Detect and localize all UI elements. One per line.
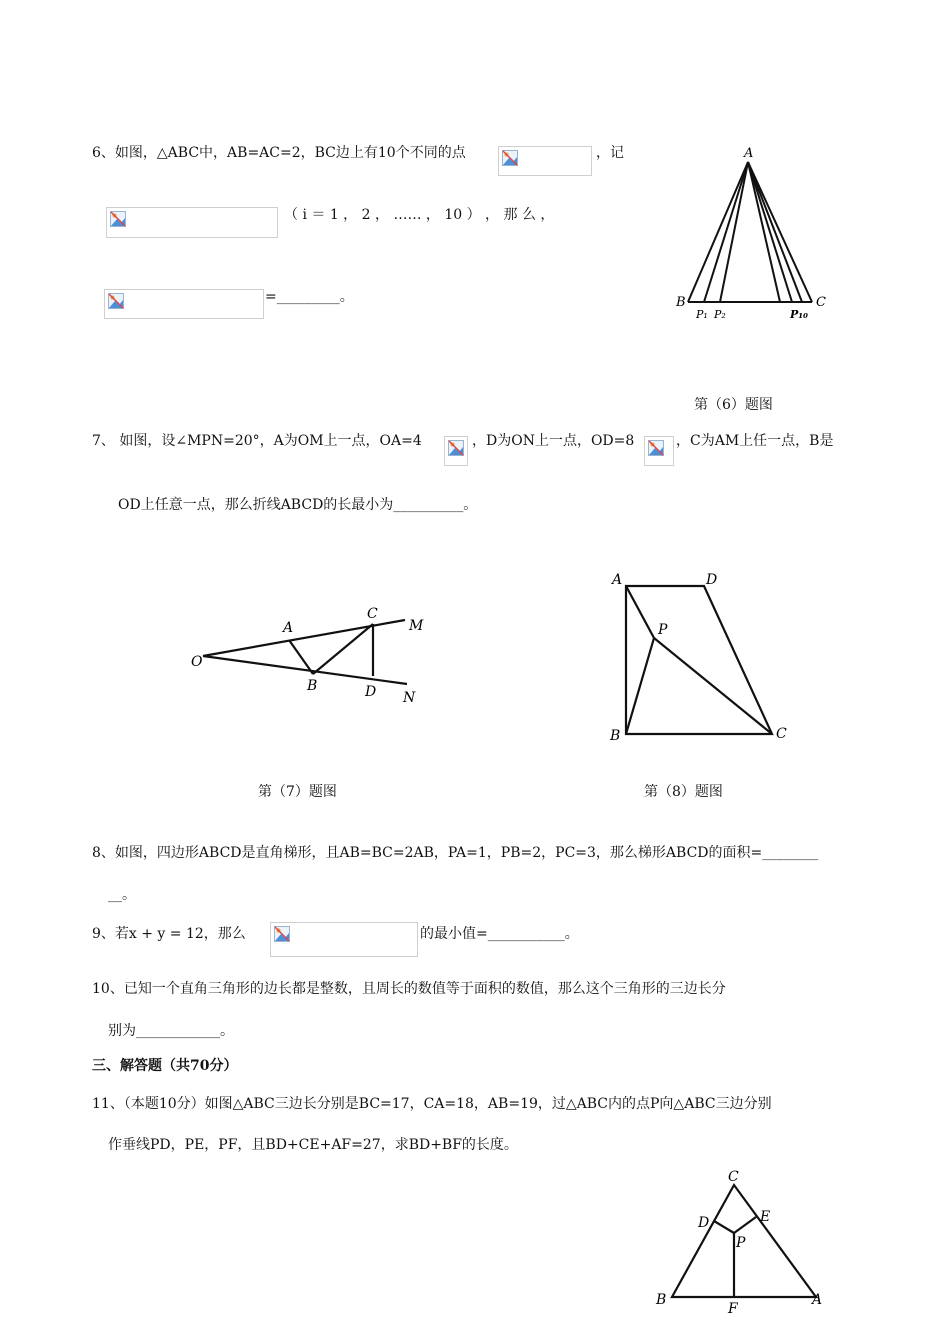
q6-label-P1: P₁ <box>696 308 708 321</box>
q9-formula-image <box>270 922 418 957</box>
q7-label-D: D <box>365 684 377 700</box>
q6-formula-image-3 <box>104 289 264 319</box>
q6-label-C: C <box>816 295 826 310</box>
broken-image-icon <box>108 293 124 309</box>
q7-line2-text: OD上任意一点，那么折线ABCD的长最小为__________。 <box>118 497 478 513</box>
q6-figure <box>668 140 838 325</box>
q8-label-P: P <box>658 622 668 638</box>
q11-label-B: B <box>656 1292 667 1308</box>
q7-label-O: O <box>191 654 203 670</box>
broken-image-icon <box>274 926 290 942</box>
broken-image-icon <box>502 150 518 166</box>
broken-image-icon <box>648 440 664 456</box>
q8-label-D: D <box>706 572 718 588</box>
q7-label-N: N <box>403 690 416 706</box>
q6-label-A: A <box>744 146 754 161</box>
q7-figure <box>185 600 435 710</box>
q6-line1-text: 6、如图，△ABC中，AB=AC=2，BC边上有10个不同的点 <box>92 145 466 161</box>
q9-text-start: 9、若x + y = 12，那么 <box>92 926 246 942</box>
q8-label-C: C <box>776 726 787 742</box>
q7-label-C: C <box>367 606 378 622</box>
broken-image-icon <box>448 440 464 456</box>
q8-line1-text: 8、如图，四边形ABCD是直角梯形，且AB=BC=2AB，PA=1，PB=2，PC=3，那么梯形ABCD的面积=________ <box>92 845 819 861</box>
q11-label-E: E <box>760 1209 771 1225</box>
q7-formula-image-2 <box>644 436 674 466</box>
q6-label-P2: P₂ <box>714 308 726 321</box>
q6-formula-image-1 <box>498 146 592 176</box>
q7-label-A: A <box>283 620 294 636</box>
q6-formula-image-2 <box>106 207 278 238</box>
q6-line1-end: ，记 <box>596 145 624 161</box>
q6-caption: 第（6）题图 <box>694 397 773 413</box>
q8-label-B: B <box>610 728 621 744</box>
q7-line1-end: ，C为AM上任一点，B是 <box>676 433 834 449</box>
q8-label-A: A <box>612 572 623 588</box>
q7-caption: 第（7）题图 <box>258 784 337 800</box>
q11-label-P: P <box>736 1235 746 1251</box>
q7-formula-image-1 <box>444 436 468 466</box>
q6-line3-text: =_________。 <box>265 289 354 305</box>
q11-figure <box>650 1165 830 1317</box>
q10-line2-text: 别为____________。 <box>108 1023 234 1039</box>
q7-line1-mid: ，D为ON上一点，OD=8 <box>472 433 635 449</box>
q11-label-A: A <box>812 1292 823 1308</box>
q11-label-D: D <box>698 1215 710 1231</box>
q11-line2-text: 作垂线PD，PE，PF，且BD+CE+AF=27，求BD+BF的长度。 <box>108 1137 518 1153</box>
q8-figure <box>600 568 800 748</box>
q11-label-C: C <box>728 1169 739 1185</box>
q8-caption: 第（8）题图 <box>644 784 723 800</box>
q6-label-P10: P₁₀ <box>790 308 808 321</box>
q7-label-B: B <box>307 678 318 694</box>
q9-text-end: 的最小值=___________。 <box>420 926 579 942</box>
section3-title: 三、解答题（共70分） <box>92 1058 238 1074</box>
q10-line1-text: 10、已知一个直角三角形的边长都是整数，且周长的数值等于面积的数值，那么这个三角形的三边长分 <box>92 981 726 997</box>
q6-line2-text: （ i ＝ 1 ， 2 ， …… ， 10 ） ， 那 么 ， <box>284 207 555 223</box>
q7-label-M: M <box>409 618 424 634</box>
broken-image-icon <box>110 211 126 227</box>
q6-label-B: B <box>676 295 686 310</box>
q8-line2-text: __。 <box>108 887 136 903</box>
q11-line1-text: 11、（本题10分）如图△ABC三边长分别是BC=17，CA=18，AB=19，过△ABC内的点P向△ABC三边分别 <box>92 1096 772 1112</box>
q7-line1-text: 7、 如图，设∠MPN=20°，A为OM上一点，OA=4 <box>92 433 422 449</box>
q11-label-F: F <box>728 1301 738 1317</box>
